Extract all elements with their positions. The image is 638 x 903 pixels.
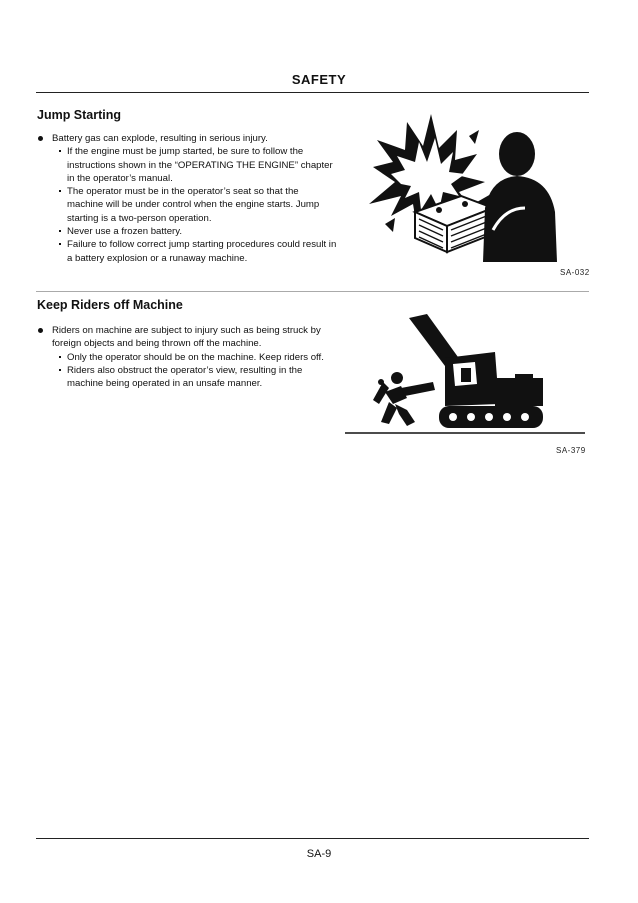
list-item xyxy=(37,324,337,351)
list-item xyxy=(37,238,337,265)
bullet-dot xyxy=(59,190,61,192)
sub-item-text: Riders also obstruct the operator’s view, resulting in the machine being operated in an unsafe manner. xyxy=(67,364,303,390)
bullet-dot xyxy=(38,136,43,141)
bullet-dot xyxy=(59,150,61,152)
figure-code-sa-379: SA-379 xyxy=(556,446,586,455)
list-item xyxy=(37,364,337,391)
sub-item-text: Only the operator should be on the machine. Keep riders off. xyxy=(67,351,324,363)
list-item xyxy=(37,351,337,364)
bullet-text: Riders on machine are subject to injury such as being struck by foreign objects and being thrown off the machine. xyxy=(52,325,321,350)
bullet-text: Battery gas can explode, resulting in serious injury. xyxy=(52,133,268,144)
keep-riders-list xyxy=(37,324,337,390)
list-item xyxy=(37,145,337,185)
header-rule xyxy=(36,92,589,93)
section-title-keep-riders-off: Keep Riders off Machine xyxy=(37,298,183,312)
sub-item-text: Failure to follow correct jump starting procedures could result in a battery explosion or a runaway machine. xyxy=(67,239,337,264)
sub-item-text: Never use a frozen battery. xyxy=(67,226,183,238)
sub-item-text: The operator must be in the operator’s seat so that the machine will be under control when the engine starts. Jump starting is a two-person operation. xyxy=(67,186,320,224)
figure-code-sa-032: SA-032 xyxy=(560,268,590,277)
bullet-dot xyxy=(38,328,43,333)
bullet-dot xyxy=(59,230,61,232)
list-item xyxy=(37,132,337,145)
excavator-rider-falling-icon xyxy=(345,312,585,437)
jump-starting-list xyxy=(37,132,337,265)
list-item xyxy=(37,185,337,225)
bullet-dot xyxy=(59,356,61,358)
list-item xyxy=(37,225,337,238)
page-header-title: SAFETY xyxy=(291,72,347,87)
footer-rule xyxy=(36,838,589,839)
section-divider xyxy=(36,291,589,292)
sub-item-text: If the engine must be jump started, be sure to follow the instructions shown in the “OPERATING THE ENGINE” chapter in the operator’s manual. xyxy=(67,146,333,184)
page-number: SA-9 xyxy=(306,848,332,860)
battery-explosion-icon xyxy=(365,112,565,262)
bullet-dot xyxy=(59,243,61,245)
bullet-dot xyxy=(59,369,61,371)
section-title-jump-starting: Jump Starting xyxy=(37,108,122,122)
